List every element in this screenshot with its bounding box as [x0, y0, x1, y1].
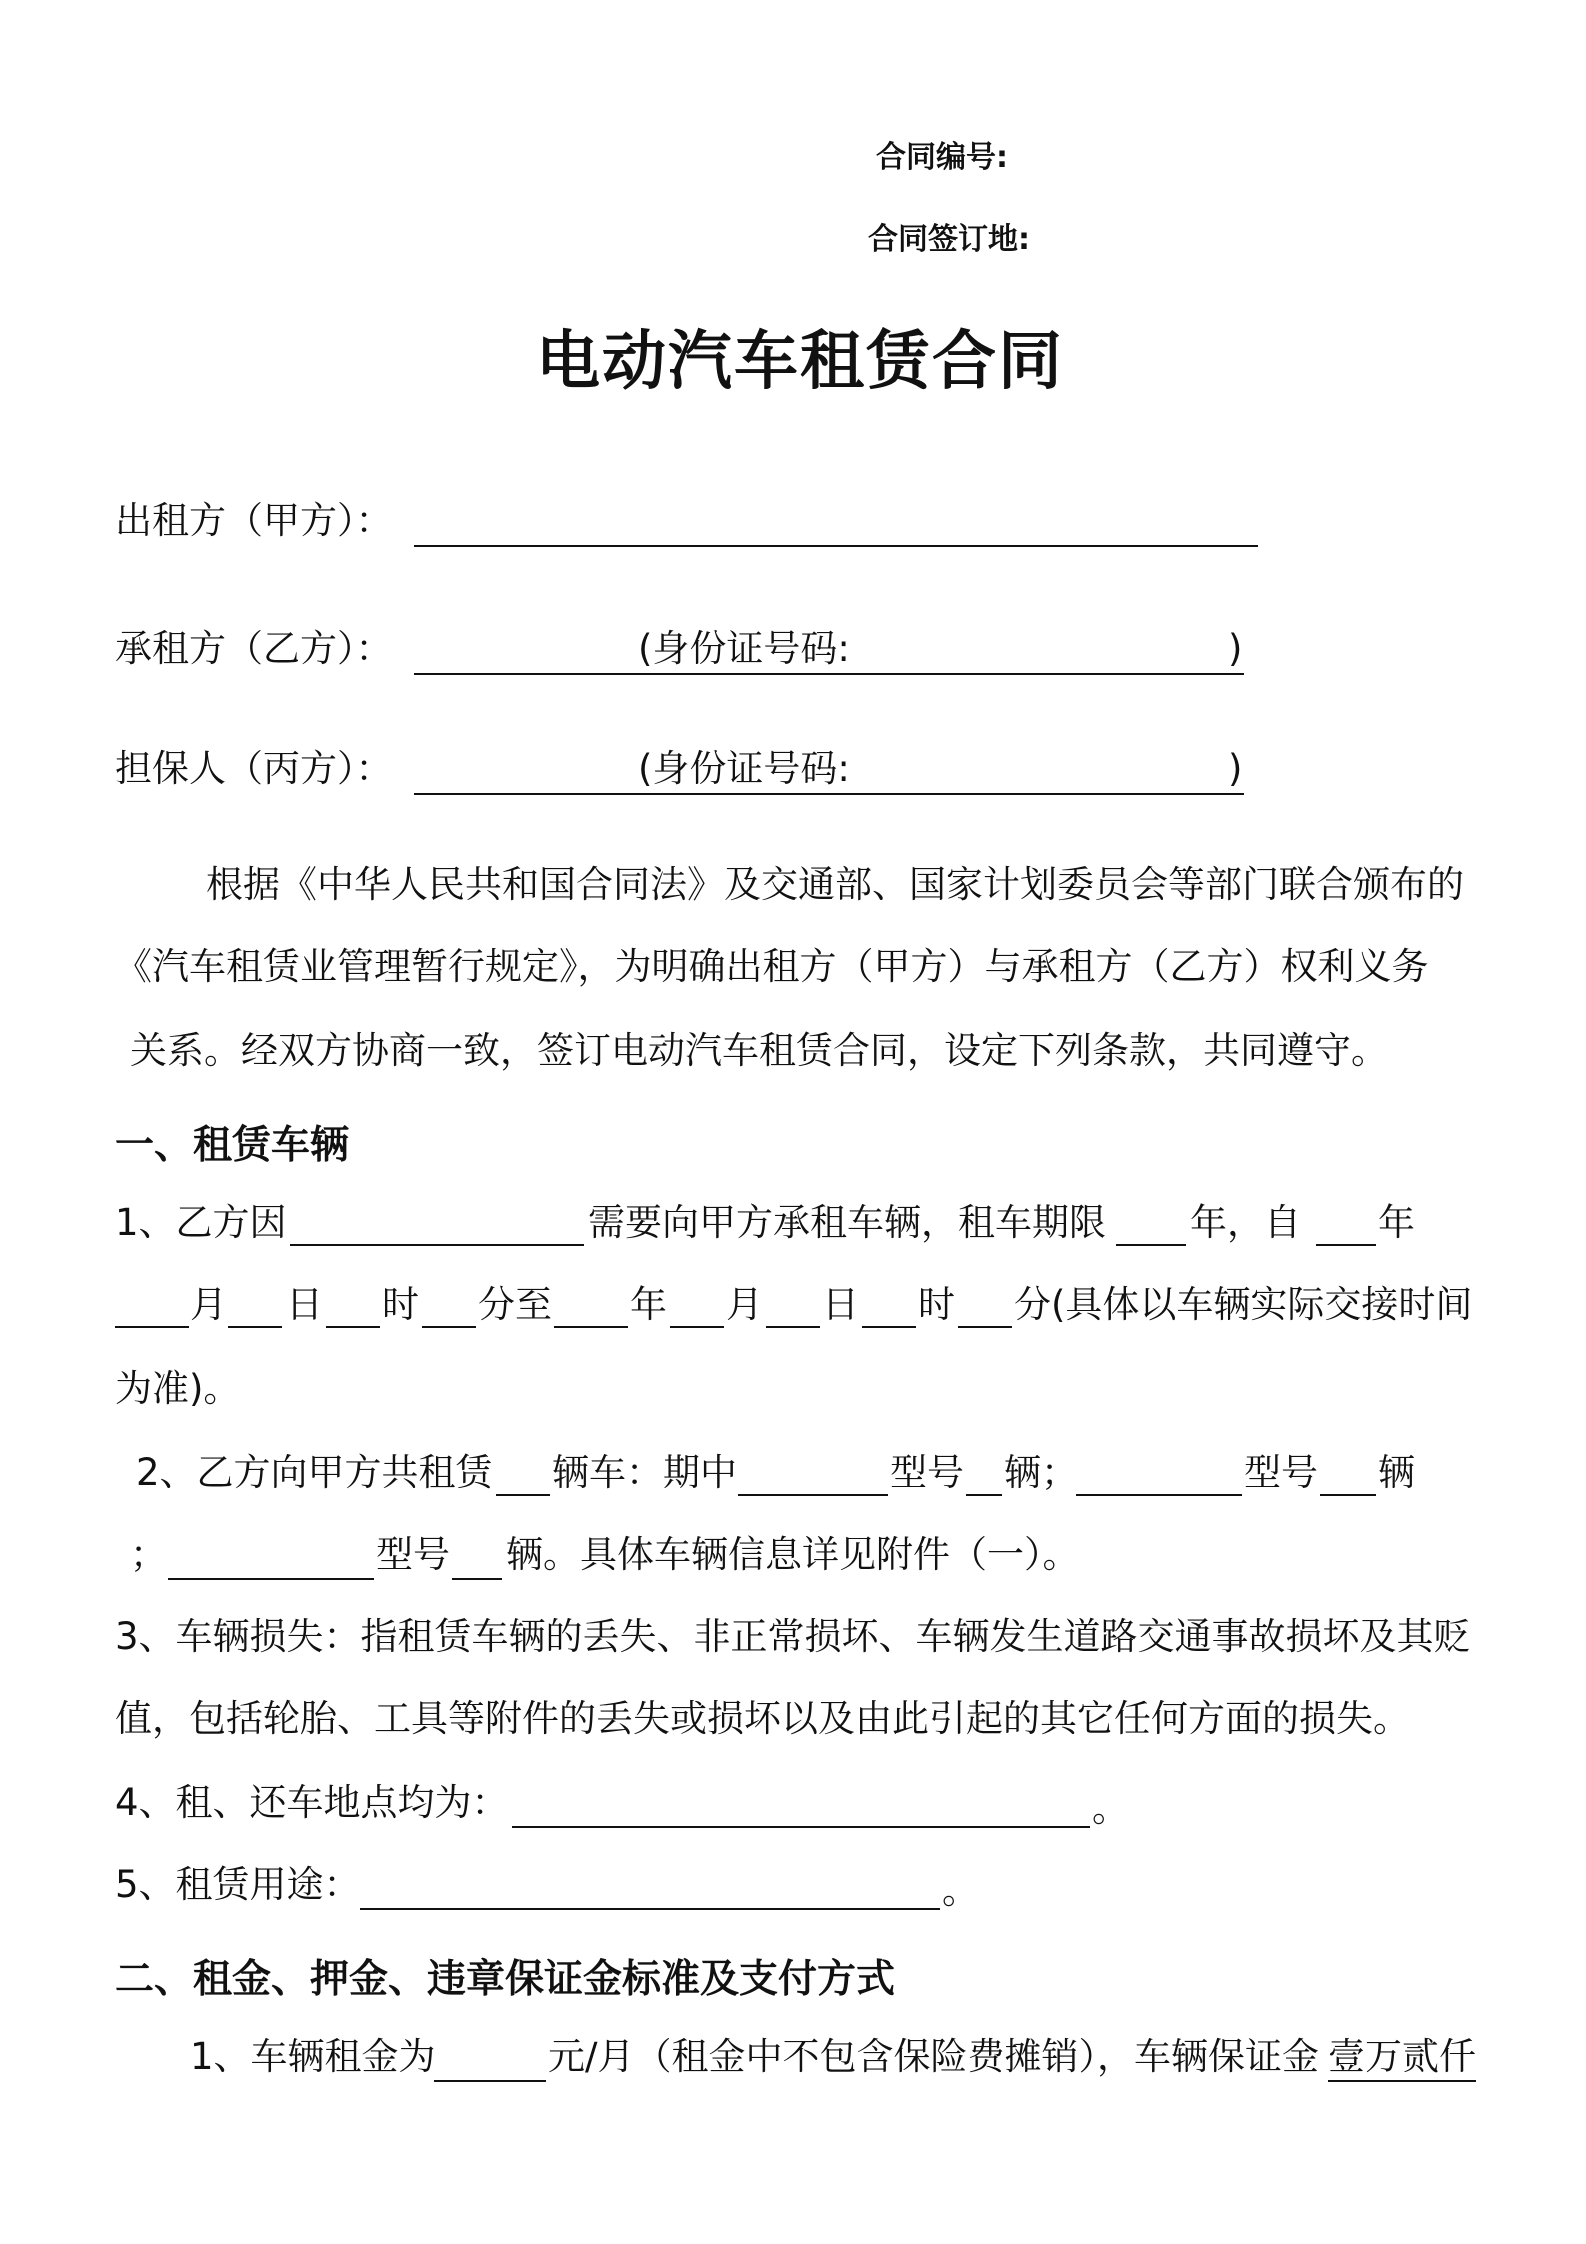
item1-end-month-field[interactable]: [670, 1326, 724, 1328]
item2-model-2-count-field[interactable]: [1320, 1494, 1376, 1496]
item1-start-hour-field[interactable]: [326, 1326, 380, 1328]
item5-end: 。: [942, 1869, 979, 1912]
guarantor-label: 担保人（丙方）：: [115, 747, 393, 790]
item3-line-1: 3、车辆损失：指租赁车辆的丢失、非正常损坏、车辆发生道路交通事故损坏及其贬: [115, 1615, 1471, 1658]
item2-count-field[interactable]: [496, 1494, 550, 1496]
item1-minute-to: 分至: [478, 1283, 552, 1326]
item1-day-1: 日: [286, 1283, 323, 1326]
item1-hour-1: 时: [382, 1283, 419, 1326]
item5-purpose-field[interactable]: [360, 1908, 940, 1910]
lessee-id-label: (身份证号码:: [638, 627, 850, 670]
item1-text-c: 年，自: [1190, 1201, 1301, 1244]
intro-line-1: 根据《中华人民共和国合同法》及交通部、国家计划委员会等部门联合颁布的: [206, 863, 1464, 906]
s2-item1-text-b: 元/月（租金中不包含保险费摊销），车辆保证金: [548, 2035, 1319, 2078]
page-title: 电动汽车租赁合同: [536, 325, 1064, 399]
guarantor-id-label: (身份证号码:: [638, 747, 850, 790]
item2-semicolon: ；: [130, 1533, 167, 1576]
item4-label: 4、租、还车地点均为：: [115, 1781, 509, 1824]
item2-unit-1: 辆；: [1004, 1451, 1078, 1494]
lessee-label: 承租方（乙方）：: [115, 627, 393, 670]
item1-minute-tail: 分(具体以车辆实际交接时间: [1014, 1283, 1473, 1326]
item2-model-2-field[interactable]: [1076, 1494, 1242, 1496]
item5-label: 5、租赁用途：: [115, 1863, 361, 1906]
item1-text-d: 年: [1378, 1201, 1415, 1244]
item2-model-1-count-field[interactable]: [966, 1494, 1002, 1496]
contract-number-label: 合同编号:: [876, 140, 1008, 175]
item4-end: 。: [1092, 1787, 1129, 1830]
s2-rent-amount-field[interactable]: [434, 2080, 546, 2082]
item1-month-2: 月: [726, 1283, 763, 1326]
item1-reason-field[interactable]: [290, 1244, 584, 1246]
item2-model-1-field[interactable]: [738, 1494, 888, 1496]
guarantor-id-close-paren: ): [1228, 747, 1243, 790]
item2-text-a: 2、乙方向甲方共租赁: [136, 1451, 493, 1494]
intro-line-3: 关系。经双方协商一致，签订电动汽车租赁合同，设定下列条款，共同遵守。: [130, 1029, 1388, 1072]
intro-line-2: 《汽车租赁业管理暂行规定》，为明确出租方（甲方）与承租方（乙方）权利义务: [115, 945, 1429, 988]
item2-model-3-field[interactable]: [168, 1578, 374, 1580]
item1-start-minute-field[interactable]: [422, 1326, 476, 1328]
guarantor-field[interactable]: [414, 793, 1244, 795]
item1-end-day-field[interactable]: [766, 1326, 820, 1328]
item1-term-field[interactable]: [1116, 1244, 1186, 1246]
item1-start-year-field[interactable]: [1316, 1244, 1376, 1246]
item2-unit-2: 辆: [1378, 1451, 1415, 1494]
lessee-field[interactable]: [414, 673, 1244, 675]
item1-year-2: 年: [630, 1283, 667, 1326]
section-2-heading: 二、租金、押金、违章保证金标准及支付方式: [115, 1957, 896, 2002]
item1-start-month-field[interactable]: [115, 1326, 189, 1328]
item1-start-day-field[interactable]: [228, 1326, 282, 1328]
item1-end-minute-field[interactable]: [958, 1326, 1012, 1328]
s2-deposit-amount: 壹万贰仟: [1328, 2035, 1476, 2078]
item2-text-b: 辆车：期中: [552, 1451, 737, 1494]
contract-sign-place-label: 合同签订地:: [868, 222, 1030, 257]
item1-text-a: 1、乙方因: [115, 1201, 287, 1244]
s2-item1-text-a: 1、车辆租金为: [190, 2035, 436, 2078]
item2-model-label-1: 型号: [890, 1451, 964, 1494]
item1-month-1: 月: [190, 1283, 227, 1326]
item2-tail: 辆。具体车辆信息详见附件（一）。: [506, 1533, 1080, 1576]
item3-line-2: 值，包括轮胎、工具等附件的丢失或损坏以及由此引起的其它任何方面的损失。: [115, 1697, 1410, 1740]
item2-model-label-3: 型号: [376, 1533, 450, 1576]
item2-model-3-count-field[interactable]: [452, 1578, 502, 1580]
s2-deposit-underline: [1328, 2080, 1476, 2082]
lessor-name-field[interactable]: [414, 545, 1258, 547]
item1-end-hour-field[interactable]: [862, 1326, 916, 1328]
item1-end-year-field[interactable]: [554, 1326, 628, 1328]
item1-hour-2: 时: [918, 1283, 955, 1326]
item1-day-2: 日: [822, 1283, 859, 1326]
item1-text-b: 需要向甲方承租车辆，租车期限: [588, 1201, 1106, 1244]
item1-line-3: 为准)。: [115, 1367, 241, 1410]
lessee-id-close-paren: ): [1228, 627, 1243, 670]
section-1-heading: 一、租赁车辆: [115, 1123, 350, 1168]
lessor-label: 出租方（甲方）：: [115, 499, 393, 542]
item4-location-field[interactable]: [512, 1826, 1090, 1828]
item2-model-label-2: 型号: [1244, 1451, 1318, 1494]
